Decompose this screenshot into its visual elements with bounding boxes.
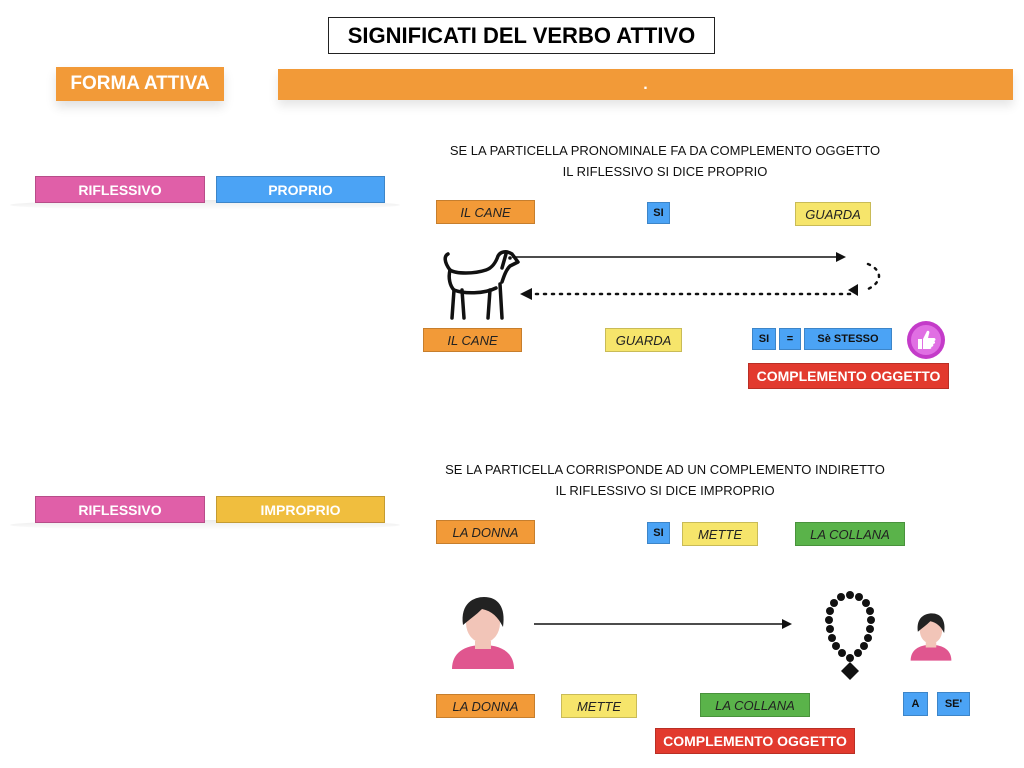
page-title: SIGNIFICATI DEL VERBO ATTIVO bbox=[328, 17, 715, 54]
verb-tag: GUARDA bbox=[795, 202, 871, 226]
woman-icon bbox=[448, 595, 518, 671]
thumbs-up-icon bbox=[906, 320, 946, 360]
object-tag: LA COLLANA bbox=[795, 522, 905, 546]
equals-tag: = bbox=[779, 328, 801, 350]
caption-improprio bbox=[420, 459, 910, 501]
reflexive-arrows bbox=[510, 248, 890, 304]
verb-tag-2: METTE bbox=[682, 522, 758, 546]
verb-tag-2-bottom: METTE bbox=[561, 694, 637, 718]
a-tag: A bbox=[903, 692, 928, 716]
verb-tag-bottom: GUARDA bbox=[605, 328, 682, 352]
header-bar: . bbox=[278, 69, 1013, 100]
subject-tag-2: LA DONNA bbox=[436, 520, 535, 544]
se-stesso-tag: Sè STESSO bbox=[804, 328, 892, 350]
riflessivo-tag: RIFLESSIVO bbox=[35, 176, 205, 203]
subject-tag: IL CANE bbox=[436, 200, 535, 224]
improprio-tag: IMPROPRIO bbox=[216, 496, 385, 523]
caption-proprio bbox=[420, 140, 910, 182]
si-tag: SI bbox=[752, 328, 776, 350]
caption-line-1: SE LA PARTICELLA CORRISPONDE AD UN COMPLEMENTO INDIRETTO bbox=[445, 462, 885, 477]
complemento-oggetto-tag: COMPLEMENTO OGGETTO bbox=[748, 363, 949, 389]
complemento-oggetto-tag-2: COMPLEMENTO OGGETTO bbox=[655, 728, 855, 754]
subject-tag-bottom: IL CANE bbox=[423, 328, 522, 352]
caption-line-2: IL RIFLESSIVO SI DICE PROPRIO bbox=[562, 164, 768, 179]
se-tag: SE' bbox=[937, 692, 970, 716]
object-tag-bottom: LA COLLANA bbox=[700, 693, 810, 717]
caption-line-2: IL RIFLESSIVO SI DICE IMPROPRIO bbox=[555, 483, 775, 498]
arrow-right bbox=[532, 617, 796, 631]
caption-line-1: SE LA PARTICELLA PRONOMINALE FA DA COMPLEMENTO OGGETTO bbox=[449, 143, 881, 158]
riflessivo-tag-2: RIFLESSIVO bbox=[35, 496, 205, 523]
necklace-icon bbox=[823, 590, 877, 682]
subject-tag-2-bottom: LA DONNA bbox=[436, 694, 535, 718]
proprio-tag: PROPRIO bbox=[216, 176, 385, 203]
woman-small-icon bbox=[908, 611, 954, 663]
particle-tag-2: SI bbox=[647, 522, 670, 544]
forma-attiva-label: FORMA ATTIVA bbox=[56, 67, 224, 101]
particle-tag: SI bbox=[647, 202, 670, 224]
